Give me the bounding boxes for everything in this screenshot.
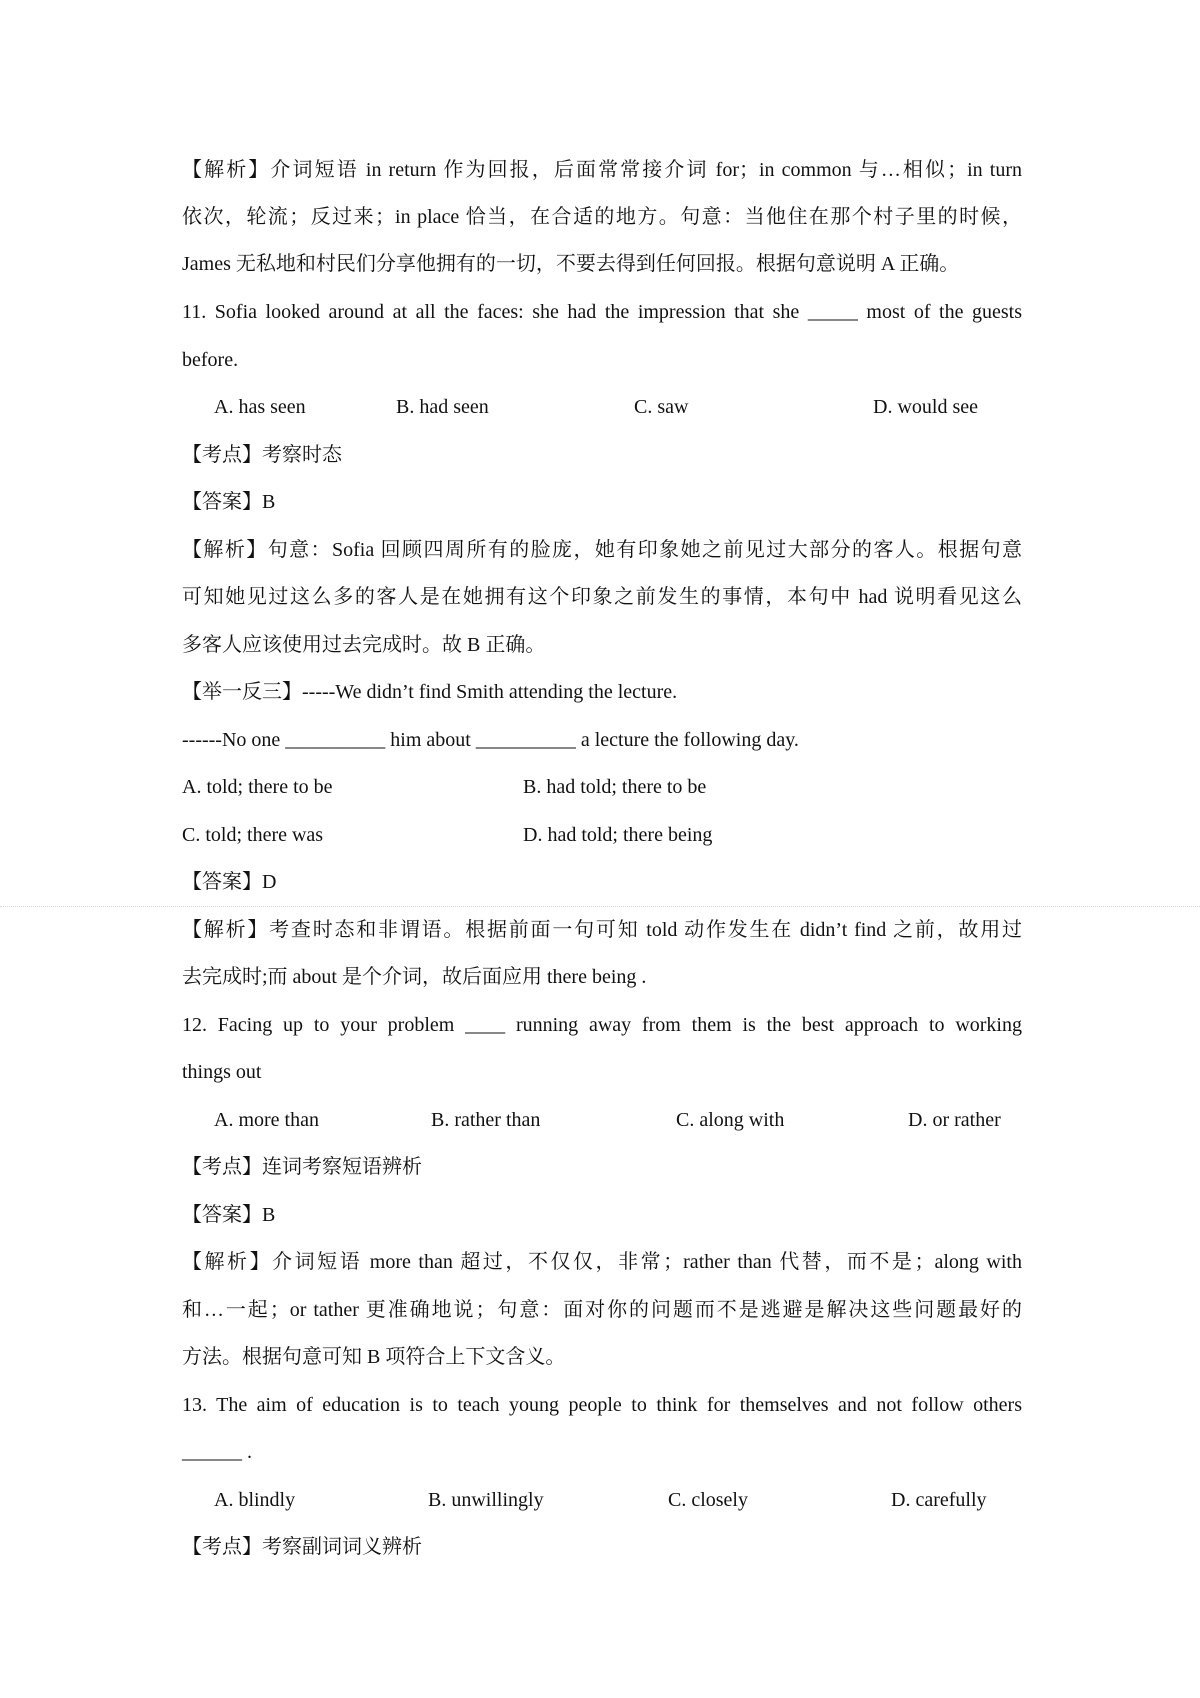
q11-option-b: B. had seen — [396, 396, 489, 418]
example-question-1: 【举一反三】-----We didn’t find Smith attending the lecture. — [182, 681, 678, 703]
q12-analysis-3: 方法。根据句意可知 B 项符合上下文含义。 — [182, 1346, 566, 1368]
analysis-line-2: 依次，轮流；反过来；in place 恰当，在合适的地方。句意：当他住在那个村子里的时候， — [182, 206, 1022, 228]
q11-option-d: D. would see — [873, 396, 978, 418]
q12-answer: 【答案】B — [182, 1204, 276, 1226]
q13-option-a: A. blindly — [214, 1489, 296, 1511]
q11-analysis-3: 多客人应该使用过去完成时。故 B 正确。 — [182, 634, 546, 656]
question-12-text-cont: things out — [182, 1061, 262, 1083]
q12-topic: 【考点】连词考察短语辨析 — [182, 1156, 422, 1178]
question-11-text: 11. Sofia looked around at all the faces: she had the impression that she _____ most of the guests — [182, 301, 1022, 323]
q11-analysis-1: 【解析】句意：Sofia 回顾四周所有的脸庞，她有印象她之前见过大部分的客人。根据句意 — [182, 539, 1022, 561]
ex-option-a: A. told; there to be — [182, 776, 333, 798]
q13-option-d: D. carefully — [891, 1489, 987, 1511]
q13-option-b: B. unwillingly — [428, 1489, 544, 1511]
q11-analysis-2: 可知她见过这么多的客人是在她拥有这个印象之前发生的事情，本句中 had 说明看见这么 — [182, 586, 1022, 608]
ex-option-d: D. had told; there being — [523, 824, 713, 846]
q13-option-c: C. closely — [668, 1489, 748, 1511]
q11-option-a: A. has seen — [214, 396, 306, 418]
q13-topic: 【考点】考察副词词义辨析 — [182, 1536, 422, 1558]
ex-analysis-1: 【解析】考查时态和非谓语。根据前面一句可知 told 动作发生在 didn’t find 之前，故用过 — [182, 919, 1022, 941]
analysis-line-3: James 无私地和村民们分享他拥有的一切，不要去得到任何回报。根据句意说明 A 正确。 — [182, 253, 960, 275]
page-divider — [0, 906, 1200, 907]
question-12-text: 12. Facing up to your problem ____ running away from them is the best approach to working — [182, 1014, 1022, 1036]
q11-option-c: C. saw — [634, 396, 689, 418]
ex-answer: 【答案】D — [182, 871, 277, 893]
q11-answer: 【答案】B — [182, 491, 276, 513]
question-11-text-cont: before. — [182, 349, 239, 371]
q12-option-b: B. rather than — [431, 1109, 541, 1131]
q12-option-c: C. along with — [676, 1109, 785, 1131]
question-13-text: 13. The aim of education is to teach young people to think for themselves and not follow others — [182, 1394, 1022, 1416]
analysis-line-1: 【解析】介词短语 in return 作为回报，后面常常接介词 for；in common 与…相似；in turn — [182, 159, 1022, 181]
example-question-2: ------No one __________ him about __________ a lecture the following day. — [182, 729, 799, 751]
q12-analysis-1: 【解析】介词短语 more than 超过，不仅仅，非常；rather than 代替，而不是；along with — [182, 1251, 1022, 1273]
ex-option-b: B. had told; there to be — [523, 776, 707, 798]
q12-analysis-2: 和…一起；or tather 更准确地说；句意：面对你的问题而不是逃避是解决这些问题最好的 — [182, 1299, 1022, 1321]
ex-option-c: C. told; there was — [182, 824, 324, 846]
ex-analysis-2: 去完成时;而 about 是个介词，故后面应用 there being . — [182, 966, 647, 988]
question-13-text-cont: ______ . — [182, 1441, 252, 1463]
q11-topic: 【考点】考察时态 — [182, 444, 342, 466]
q12-option-d: D. or rather — [908, 1109, 1001, 1131]
q12-option-a: A. more than — [214, 1109, 319, 1131]
